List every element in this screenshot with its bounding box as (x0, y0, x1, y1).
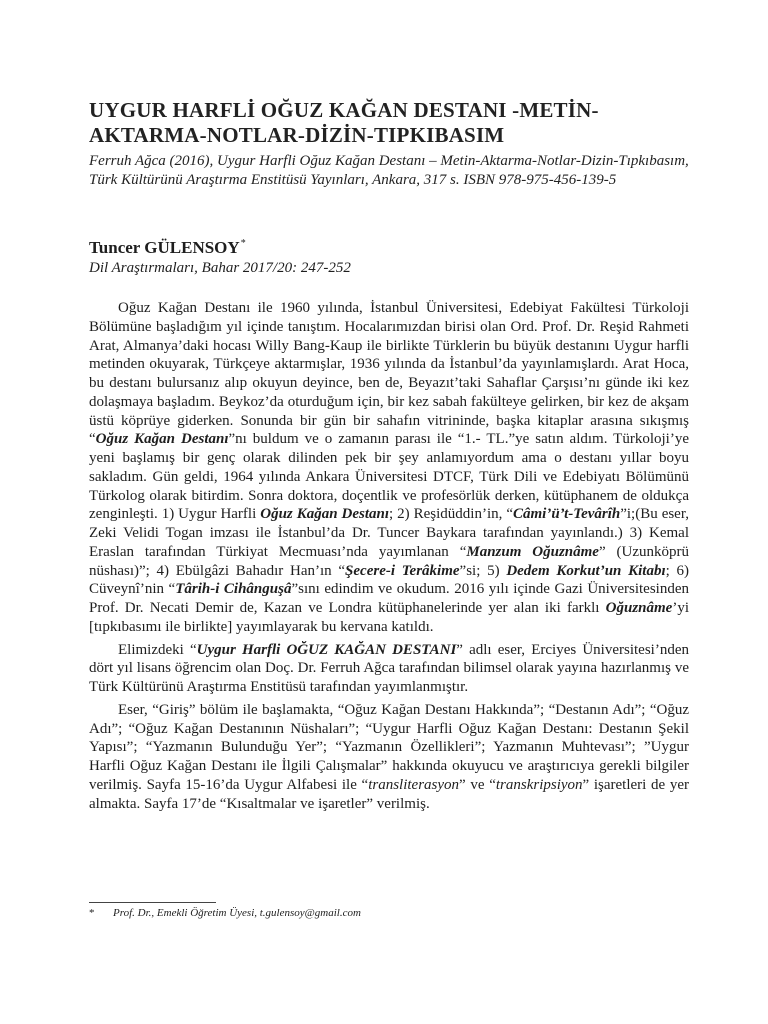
emphasis: Târih-i Cihânguşâ (175, 581, 292, 598)
text-run: ” (Uzunköprü nüshası)”; 4) Ebülgâzi Bahadır Han’ın “ (89, 543, 689, 579)
footnote-mark: * (89, 907, 95, 919)
text-run: ” ve “ (459, 776, 496, 793)
text-run: ” işaretleri de yer almakta. Sayfa 17’de “Kısaltmalar ve işaretler” verilmiş. (89, 776, 689, 812)
text-run: ”si; 5) (459, 562, 507, 579)
emphasis: Oğuz Kağan Destanı (260, 506, 390, 523)
body-paragraph-3 (89, 701, 689, 814)
author-name: Tuncer GÜLENSOY (89, 238, 240, 257)
emphasis: transliterasyon (368, 776, 460, 793)
emphasis: Manzum Oğuznâme (466, 543, 599, 560)
emphasis: Uygur Harfli OĞUZ KAĞAN DESTANI (196, 641, 457, 658)
text-run: ”nı buldum ve o zamanın parası ile “1.- TL.”ye satın aldım. Türkoloji’ye yeni başlamış bir genç olarak dilinden pek bir şey anlamıyordum ama o destanı yıllar boyu sakladım. Gün geldi, 1964 yılında Ankara Üniversitesi DTCF, Türk Dili ve Edebiyatı Bölümünü Türkolog olarak bitirdim. Sonra doktora, doçentlik ve profesörlük derken, kütüphanem de oldukça zenginleşti. 1) Uygur Harfli (89, 431, 689, 523)
footnote-divider (89, 902, 216, 903)
text-run: ” adlı eser, Erciyes Üniversitesi’nden dört yıl lisans öğrencim olan Doç. Dr. Ferruh Ağca tarafından bilimsel olarak yayına hazırlanmış ve Türk Kültürünü Araştırma Enstitüsü tarafından yayımlanmıştır. (89, 641, 689, 695)
page-title: UYGUR HARFLİ OĞUZ KAĞAN DESTANI -METİN-AKTARMA-NOTLAR-DİZİN-TIPKIBASIM (89, 98, 599, 147)
journal-source: Dil Araştırmaları, Bahar 2017/20: 247-252 (89, 260, 351, 276)
text-run: ; 6) Cüveynî’nin “ (89, 562, 690, 598)
text-run: ’yi [tıpkıbasımı ile birlikte] yayımlayarak bu kervana katıldı. (89, 600, 689, 635)
article-body (89, 299, 689, 817)
text-run: ”i;(Bu eser, Zeki Velidi Togan imzası ile İstanbul’da Dr. Tuncer Baykara tarafından yayınlandı.) 3) Kemal Eraslan tarafından Türkiyat Mecmuası’nda yayımlanan “ (89, 506, 689, 560)
text-run: Elimizdeki “ (118, 641, 197, 658)
text-run: ; 2) Reşidüddin’in, “ (389, 506, 513, 523)
emphasis: transkripsiyon (495, 776, 583, 793)
emphasis: Şecere-i Terâkime (345, 562, 460, 579)
body-paragraph-2 (89, 641, 689, 697)
text-run: Oğuz Kağan Destanı ile 1960 yılında, İstanbul Üniversitesi, Edebiyat Fakültesi Türkoloji Bölümüne başladığım yıl içinde tanıştım. Hocalarımızdan birisi olan Ord. Prof. Dr. Reşid Rahmeti Arat, Almanya’daki hocası Willy Bang-Kaup ile birlikte Türklerin bu büyük destanını Uygur harfli metinden okuyarak, Türkçeye aktarmışlar, 1936 yılında da İstanbul’da yayınlamışlardı. Arat Hoca, bu destanı bulursanız alıp okuyun deyince, ben de, Beyazıt’taki Sahaflar Çarşısı’nı günde iki kez dolaşmaya başladım. Beykoz’da oturduğum için, bir kez sabah fakülteye gelirken, bir kez de akşam üstü köprüye giderken. Sonunda bir gün bir sahafın vitrininde, başka kitaplar arasına sıkışmış “ (89, 300, 689, 448)
text-run: Eser, “Giriş” bölüm ile başlamakta, “Oğuz Kağan Destanı Hakkında”; “Destanın Adı”; “Oğuz Adı”; “Oğuz Kağan Destanının Nüshaları”; “Uygur Harfli Oğuz Kağan Destanı: Destanın Şekil Yapısı”; “Yazmanın Bulunduğu Yer”; “Yazmanın Özellikleri”; Yazmanın Muhtevası”; ”Uygur Harfli Oğuz Kağan Destanı ile İlgili Çalışmalar” hakkında okuyucu ve araştırıcıya gerekli bilgiler verilmiş. Sayfa 15-16’da Uygur Alfabesi ile “ (89, 701, 689, 793)
author-footnote-mark: * (240, 238, 246, 249)
footnote (89, 906, 689, 920)
book-citation: Ferruh Ağca (2016), Uygur Harfli Oğuz Kağan Destanı – Metin-Aktarma-Notlar-Dizin-Tıpkıbasım, Türk Kültürünü Araştırma Enstitüsü Yayınları, Ankara, 317 s. ISBN 978-975-456-139-5 (89, 153, 689, 188)
text-run: ”sını edindim ve okudum. 2016 yılı içinde Gazi Üniversitesinden Prof. Dr. Necati Demir de, Kazan ve Londra kütüphanelerinde yer alan iki farklı (89, 581, 689, 616)
emphasis: Oğuz Kağan Destanı (95, 431, 229, 448)
emphasis: Dedem Korkut’un Kitabı (506, 562, 666, 579)
emphasis: Câmi’ü’t-Tevârîh (513, 506, 621, 523)
author-line (89, 234, 689, 258)
footnote-text: Prof. Dr., Emekli Öğretim Üyesi, t.gulensoy@gmail.com (113, 907, 361, 919)
emphasis: Oğuznâme (605, 600, 673, 616)
body-paragraph-1 (89, 299, 689, 637)
